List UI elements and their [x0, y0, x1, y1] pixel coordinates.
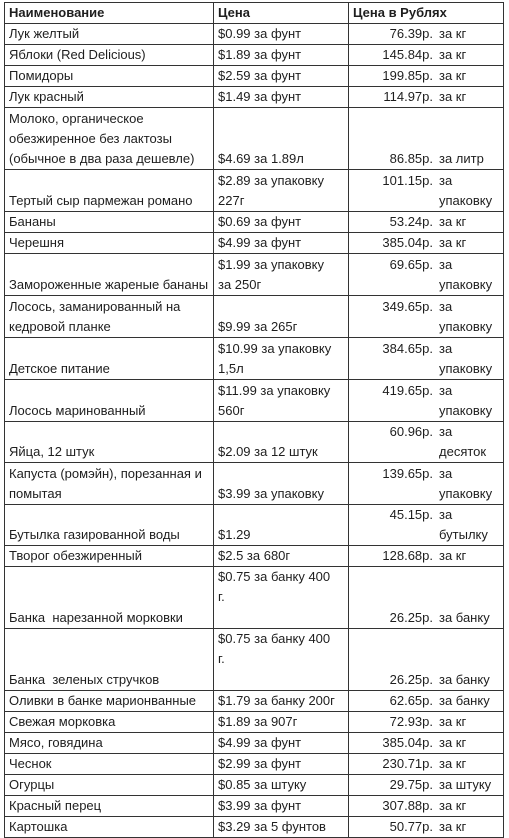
rub-value: 114.97р.	[383, 89, 433, 104]
cell-name: Бутылка газированной воды	[5, 505, 214, 546]
rub-value: 128.68р.	[382, 548, 433, 563]
header-price-rub: Цена в Рублях	[349, 3, 504, 24]
rub-unit: за банку	[439, 672, 490, 687]
table-row	[5, 546, 504, 567]
table-row	[5, 754, 504, 775]
table-row	[5, 338, 504, 380]
table-row	[5, 505, 504, 546]
table-row	[5, 817, 504, 838]
cell-price-rub	[349, 87, 504, 108]
rub-unit: за кг	[439, 756, 467, 771]
rub-unit: за упаковку	[439, 466, 493, 501]
table-row	[5, 296, 504, 338]
cell-price-rub	[349, 629, 504, 691]
cell-name: Лук красный	[5, 87, 214, 108]
cell-price: $0.75 за банку 400 г.	[214, 629, 349, 691]
cell-price-rub	[349, 380, 504, 422]
rub-value: 145.84р.	[382, 47, 433, 62]
cell-price: $3.99 за упаковку	[214, 463, 349, 505]
cell-price-rub	[349, 170, 504, 212]
rub-value: 86.85р.	[389, 151, 433, 166]
cell-name: Молоко, органическое обезжиренное без лактозы (обычное в два раза дешевле)	[5, 108, 214, 170]
cell-price: $9.99 за 265г	[214, 296, 349, 338]
rub-value: 419.65р.	[382, 383, 433, 398]
cell-name: Тертый сыр пармежан романо	[5, 170, 214, 212]
cell-price-rub	[349, 733, 504, 754]
rub-value: 26.25р.	[389, 610, 433, 625]
table-row	[5, 170, 504, 212]
rub-value: 230.71р.	[382, 756, 433, 771]
cell-price: $3.99 за фунт	[214, 796, 349, 817]
table-row	[5, 691, 504, 712]
cell-price-rub	[349, 775, 504, 796]
rub-unit: за кг	[439, 68, 467, 83]
rub-value: 29.75р.	[389, 777, 433, 792]
table-row	[5, 45, 504, 66]
cell-price: $2.09 за 12 штук	[214, 422, 349, 463]
cell-price: $1.89 за фунт	[214, 45, 349, 66]
rub-value: 53.24р.	[389, 214, 433, 229]
table-row	[5, 212, 504, 233]
cell-price: $4.99 за фунт	[214, 233, 349, 254]
cell-price-rub	[349, 817, 504, 838]
header-name: Наименование	[5, 3, 214, 24]
table-row	[5, 380, 504, 422]
rub-value: 139.65р.	[382, 466, 433, 481]
cell-price: $1.29	[214, 505, 349, 546]
cell-price-rub	[349, 463, 504, 505]
cell-name: Замороженные жареные бананы	[5, 254, 214, 296]
rub-value: 307.88р.	[382, 798, 433, 813]
rub-value: 101.15р.	[382, 173, 433, 188]
rub-value: 62.65р.	[389, 693, 433, 708]
rub-unit: за упаковку	[439, 173, 493, 208]
cell-price-rub	[349, 754, 504, 775]
cell-name: Красный перец	[5, 796, 214, 817]
cell-name: Черешня	[5, 233, 214, 254]
cell-price-rub	[349, 24, 504, 45]
table-row	[5, 66, 504, 87]
rub-unit: за банку	[439, 693, 490, 708]
cell-name: Яблоки (Red Delicious)	[5, 45, 214, 66]
cell-price: $3.29 за 5 фунтов	[214, 817, 349, 838]
cell-name: Огурцы	[5, 775, 214, 796]
cell-price-rub	[349, 108, 504, 170]
rub-value: 76.39р.	[389, 26, 433, 41]
cell-price: $1.79 за банку 200г	[214, 691, 349, 712]
cell-price-rub	[349, 546, 504, 567]
table-row	[5, 24, 504, 45]
cell-price-rub	[349, 712, 504, 733]
rub-unit: за кг	[439, 714, 467, 729]
table-row	[5, 796, 504, 817]
rub-unit: за кг	[439, 214, 467, 229]
rub-unit: за кг	[439, 735, 467, 750]
cell-price-rub	[349, 254, 504, 296]
header-price: Цена	[214, 3, 349, 24]
cell-price-rub	[349, 422, 504, 463]
cell-name: Банка нарезанной морковки	[5, 567, 214, 629]
table-row	[5, 87, 504, 108]
cell-price: $1.89 за 907г	[214, 712, 349, 733]
table-row	[5, 254, 504, 296]
cell-name: Яйца, 12 штук	[5, 422, 214, 463]
cell-price: $2.89 за упаковку 227г	[214, 170, 349, 212]
cell-price: $1.99 за упаковку за 250г	[214, 254, 349, 296]
rub-value: 199.85р.	[382, 68, 433, 83]
rub-unit: за упаковку	[439, 341, 493, 376]
cell-price-rub	[349, 505, 504, 546]
cell-name: Лосось, заманированный на кедровой планке	[5, 296, 214, 338]
rub-unit: за кг	[439, 548, 467, 563]
rub-unit: за кг	[439, 235, 467, 250]
rub-value: 72.93р.	[389, 714, 433, 729]
cell-name: Мясо, говядина	[5, 733, 214, 754]
cell-price-rub	[349, 796, 504, 817]
cell-price-rub	[349, 296, 504, 338]
rub-value: 69.65р.	[389, 257, 433, 272]
cell-name: Помидоры	[5, 66, 214, 87]
rub-value: 45.15р.	[389, 507, 433, 522]
table-row	[5, 233, 504, 254]
rub-value: 26.25р.	[389, 672, 433, 687]
rub-unit: за упаковку	[439, 299, 493, 334]
cell-name: Оливки в банке марионванные	[5, 691, 214, 712]
rub-unit: за кг	[439, 26, 467, 41]
cell-price-rub	[349, 233, 504, 254]
rub-value: 349.65р.	[382, 299, 433, 314]
rub-unit: за кг	[439, 47, 467, 62]
cell-price-rub	[349, 66, 504, 87]
cell-name: Чеснок	[5, 754, 214, 775]
rub-value: 384.65р.	[382, 341, 433, 356]
cell-price-rub	[349, 45, 504, 66]
cell-price: $0.85 за штуку	[214, 775, 349, 796]
cell-name: Свежая морковка	[5, 712, 214, 733]
rub-unit: за упаковку	[439, 257, 493, 292]
cell-price-rub	[349, 691, 504, 712]
cell-price: $1.49 за фунт	[214, 87, 349, 108]
cell-name: Капуста (ромэйн), порезанная и помытая	[5, 463, 214, 505]
rub-unit: за литр	[439, 151, 484, 166]
table-row	[5, 712, 504, 733]
cell-price: $0.75 за банку 400 г.	[214, 567, 349, 629]
cell-price: $2.99 за фунт	[214, 754, 349, 775]
table-row	[5, 775, 504, 796]
rub-value: 50.77р.	[389, 819, 433, 834]
cell-price-rub	[349, 212, 504, 233]
rub-unit: за штуку	[439, 777, 492, 792]
table-header-row	[5, 3, 504, 24]
cell-price: $11.99 за упаковку 560г	[214, 380, 349, 422]
cell-price: $4.99 за фунт	[214, 733, 349, 754]
cell-name: Бананы	[5, 212, 214, 233]
cell-price-rub	[349, 567, 504, 629]
cell-name: Детское питание	[5, 338, 214, 380]
rub-unit: за десяток	[439, 424, 487, 459]
cell-name: Картошка	[5, 817, 214, 838]
table-row	[5, 108, 504, 170]
cell-name: Банка зеленых стручков	[5, 629, 214, 691]
rub-unit: за бутылку	[439, 507, 488, 542]
table-row	[5, 567, 504, 629]
cell-price: $0.99 за фунт	[214, 24, 349, 45]
rub-unit: за кг	[439, 798, 467, 813]
cell-name: Лосось маринованный	[5, 380, 214, 422]
table-row	[5, 629, 504, 691]
rub-unit: за банку	[439, 610, 490, 625]
rub-unit: за упаковку	[439, 383, 493, 418]
table-row	[5, 733, 504, 754]
cell-price: $2.5 за 680г	[214, 546, 349, 567]
rub-value: 385.04р.	[382, 735, 433, 750]
cell-price: $0.69 за фунт	[214, 212, 349, 233]
cell-name: Лук желтый	[5, 24, 214, 45]
rub-unit: за кг	[439, 89, 467, 104]
table-row	[5, 422, 504, 463]
cell-price: $2.59 за фунт	[214, 66, 349, 87]
rub-value: 60.96р.	[389, 424, 433, 439]
cell-price: $4.69 за 1.89л	[214, 108, 349, 170]
cell-price-rub	[349, 338, 504, 380]
table-row	[5, 463, 504, 505]
rub-unit: за кг	[439, 819, 467, 834]
rub-value: 385.04р.	[382, 235, 433, 250]
price-table	[4, 2, 504, 838]
cell-name: Творог обезжиренный	[5, 546, 214, 567]
cell-price: $10.99 за упаковку 1,5л	[214, 338, 349, 380]
